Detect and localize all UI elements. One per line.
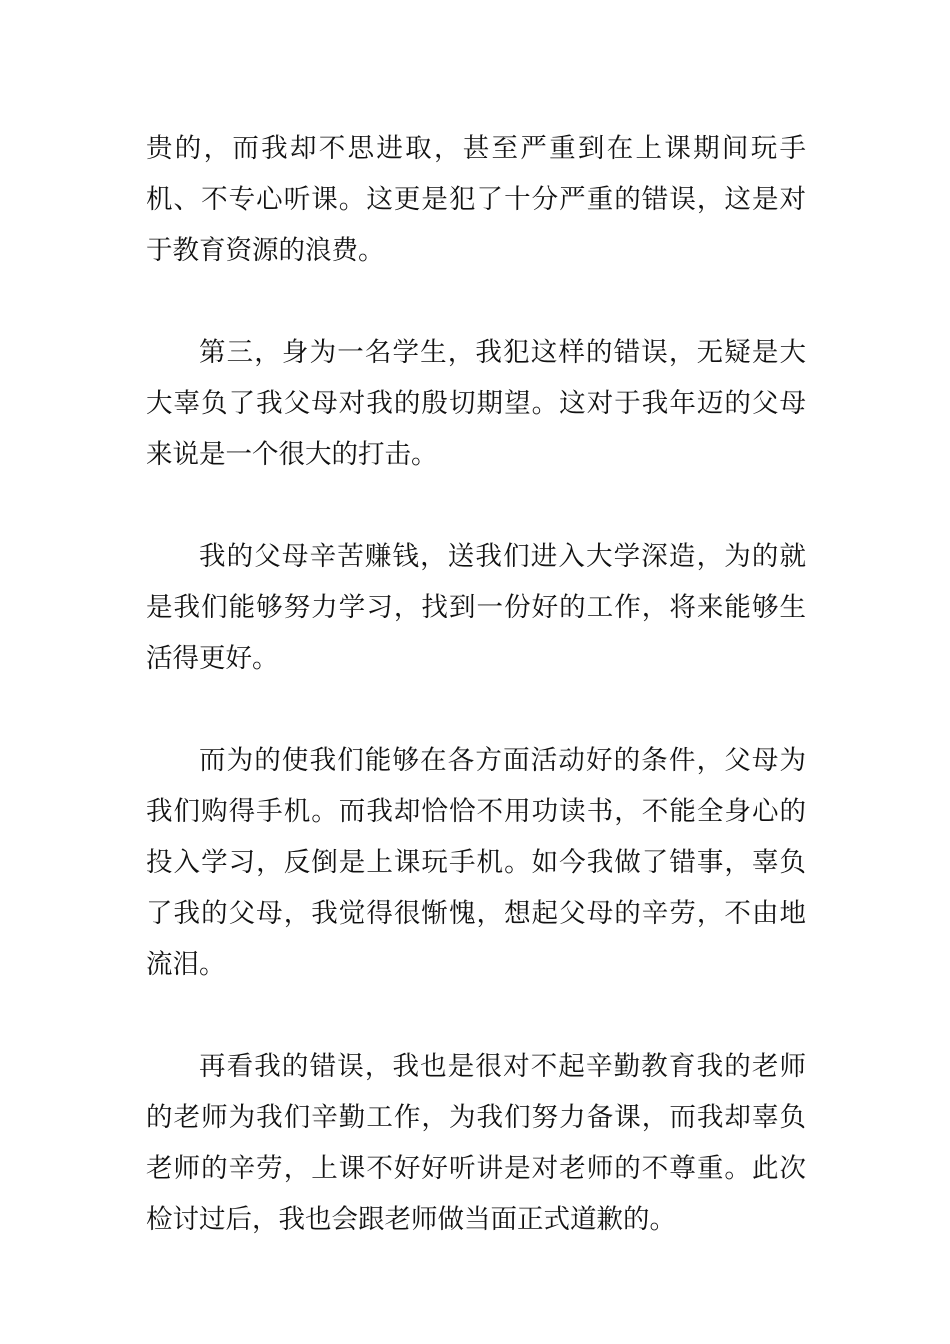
paragraph-parents-effort: 我的父母辛苦赚钱，送我们进入大学深造，为的就是我们能够努力学习，找到一份好的工作，将来能够生活得更好。 (146, 541, 806, 674)
paragraph-teacher-apology: 再看我的错误，我也是很对不起辛勤教育我的老师的老师为我们辛勤工作，为我们努力备课，而我却辜负老师的辛劳，上课不好好听讲是对老师的不尊重。此次检讨过后，我也会跟老师做当面正式道歉的。 (146, 1051, 806, 1235)
document-body (146, 123, 806, 1296)
paragraph-phone-purchase: 而为的使我们能够在各方面活动好的条件，父母为我们购得手机。而我却恰恰不用功读书，不能全身心的投入学习，反倒是上课玩手机。如今我做了错事，辜负了我的父母，我觉得很惭愧，想起父母的辛劳，不由地流泪。 (146, 745, 806, 980)
paragraph-third-point: 第三，身为一名学生，我犯这样的错误，无疑是大大辜负了我父母对我的殷切期望。这对于我年迈的父母来说是一个很大的打击。 (146, 337, 806, 470)
paragraph-continued: 贵的，而我却不思进取，甚至严重到在上课期间玩手机、不专心听课。这更是犯了十分严重的错误，这是对于教育资源的浪费。 (146, 133, 806, 266)
